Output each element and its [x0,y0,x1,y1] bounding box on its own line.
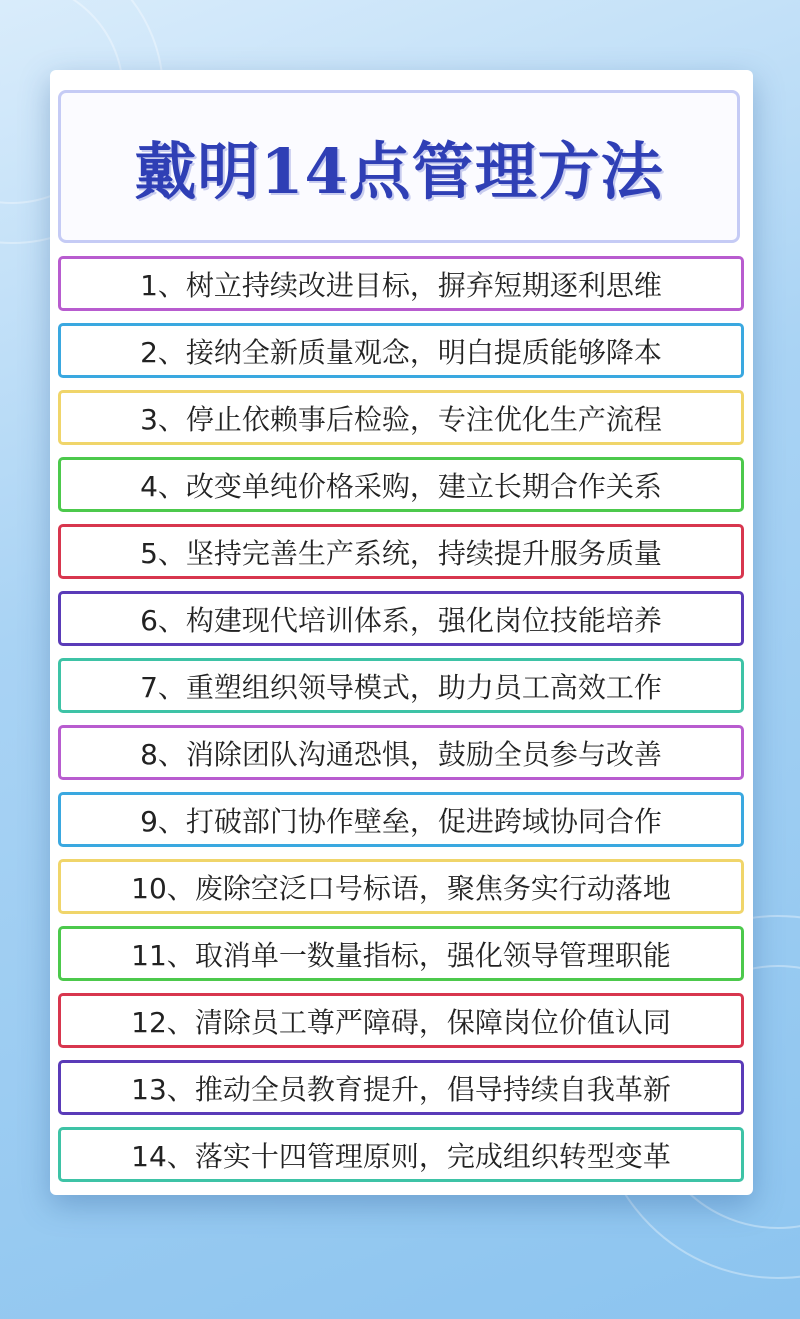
item-number: 10、 [131,871,195,905]
item-text: 坚持完善生产系统，持续提升服务质量 [185,536,662,570]
list-item [58,457,744,512]
item-text: 树立持续改进目标，摒弃短期逐利思维 [185,268,662,302]
main-card [50,70,753,1195]
item-number: 5、 [140,536,186,570]
list-item [58,1127,744,1182]
item-number: 13、 [131,1072,195,1106]
item-number: 3、 [140,402,186,436]
list-item [58,256,744,311]
list-item [58,591,744,646]
principles-list [58,256,744,1194]
item-text: 打破部门协作壁垒，促进跨域协同合作 [185,804,662,838]
list-item [58,993,744,1048]
item-text: 构建现代培训体系，强化岗位技能培养 [185,603,662,637]
item-number: 9、 [140,804,186,838]
item-number: 12、 [131,1005,195,1039]
list-item [58,658,744,713]
title-box [58,90,740,243]
item-text: 推动全员教育提升，倡导持续自我革新 [194,1072,671,1106]
item-number: 7、 [140,670,186,704]
list-item [58,725,744,780]
list-item [58,792,744,847]
item-text: 清除员工尊严障碍，保障岗位价值认同 [194,1005,671,1039]
item-text: 改变单纯价格采购，建立长期合作关系 [185,469,662,503]
item-text: 落实十四管理原则，完成组织转型变革 [194,1139,671,1173]
item-number: 11、 [131,938,195,972]
item-text: 废除空泛口号标语，聚焦务实行动落地 [194,871,671,905]
item-text: 重塑组织领导模式，助力员工高效工作 [185,670,662,704]
item-text: 接纳全新质量观念，明白提质能够降本 [185,335,662,369]
list-item [58,926,744,981]
list-item [58,524,744,579]
list-item [58,323,744,378]
item-text: 取消单一数量指标，强化领导管理职能 [194,938,671,972]
item-number: 2、 [140,335,186,369]
list-item [58,390,744,445]
page-title: 戴明14点管理方法 [134,135,664,208]
item-number: 4、 [140,469,186,503]
item-number: 8、 [140,737,186,771]
item-text: 停止依赖事后检验，专注优化生产流程 [185,402,662,436]
item-number: 6、 [140,603,186,637]
list-item [58,1060,744,1115]
item-number: 14、 [131,1139,195,1173]
item-text: 消除团队沟通恐惧，鼓励全员参与改善 [185,737,662,771]
item-number: 1、 [140,268,186,302]
list-item [58,859,744,914]
